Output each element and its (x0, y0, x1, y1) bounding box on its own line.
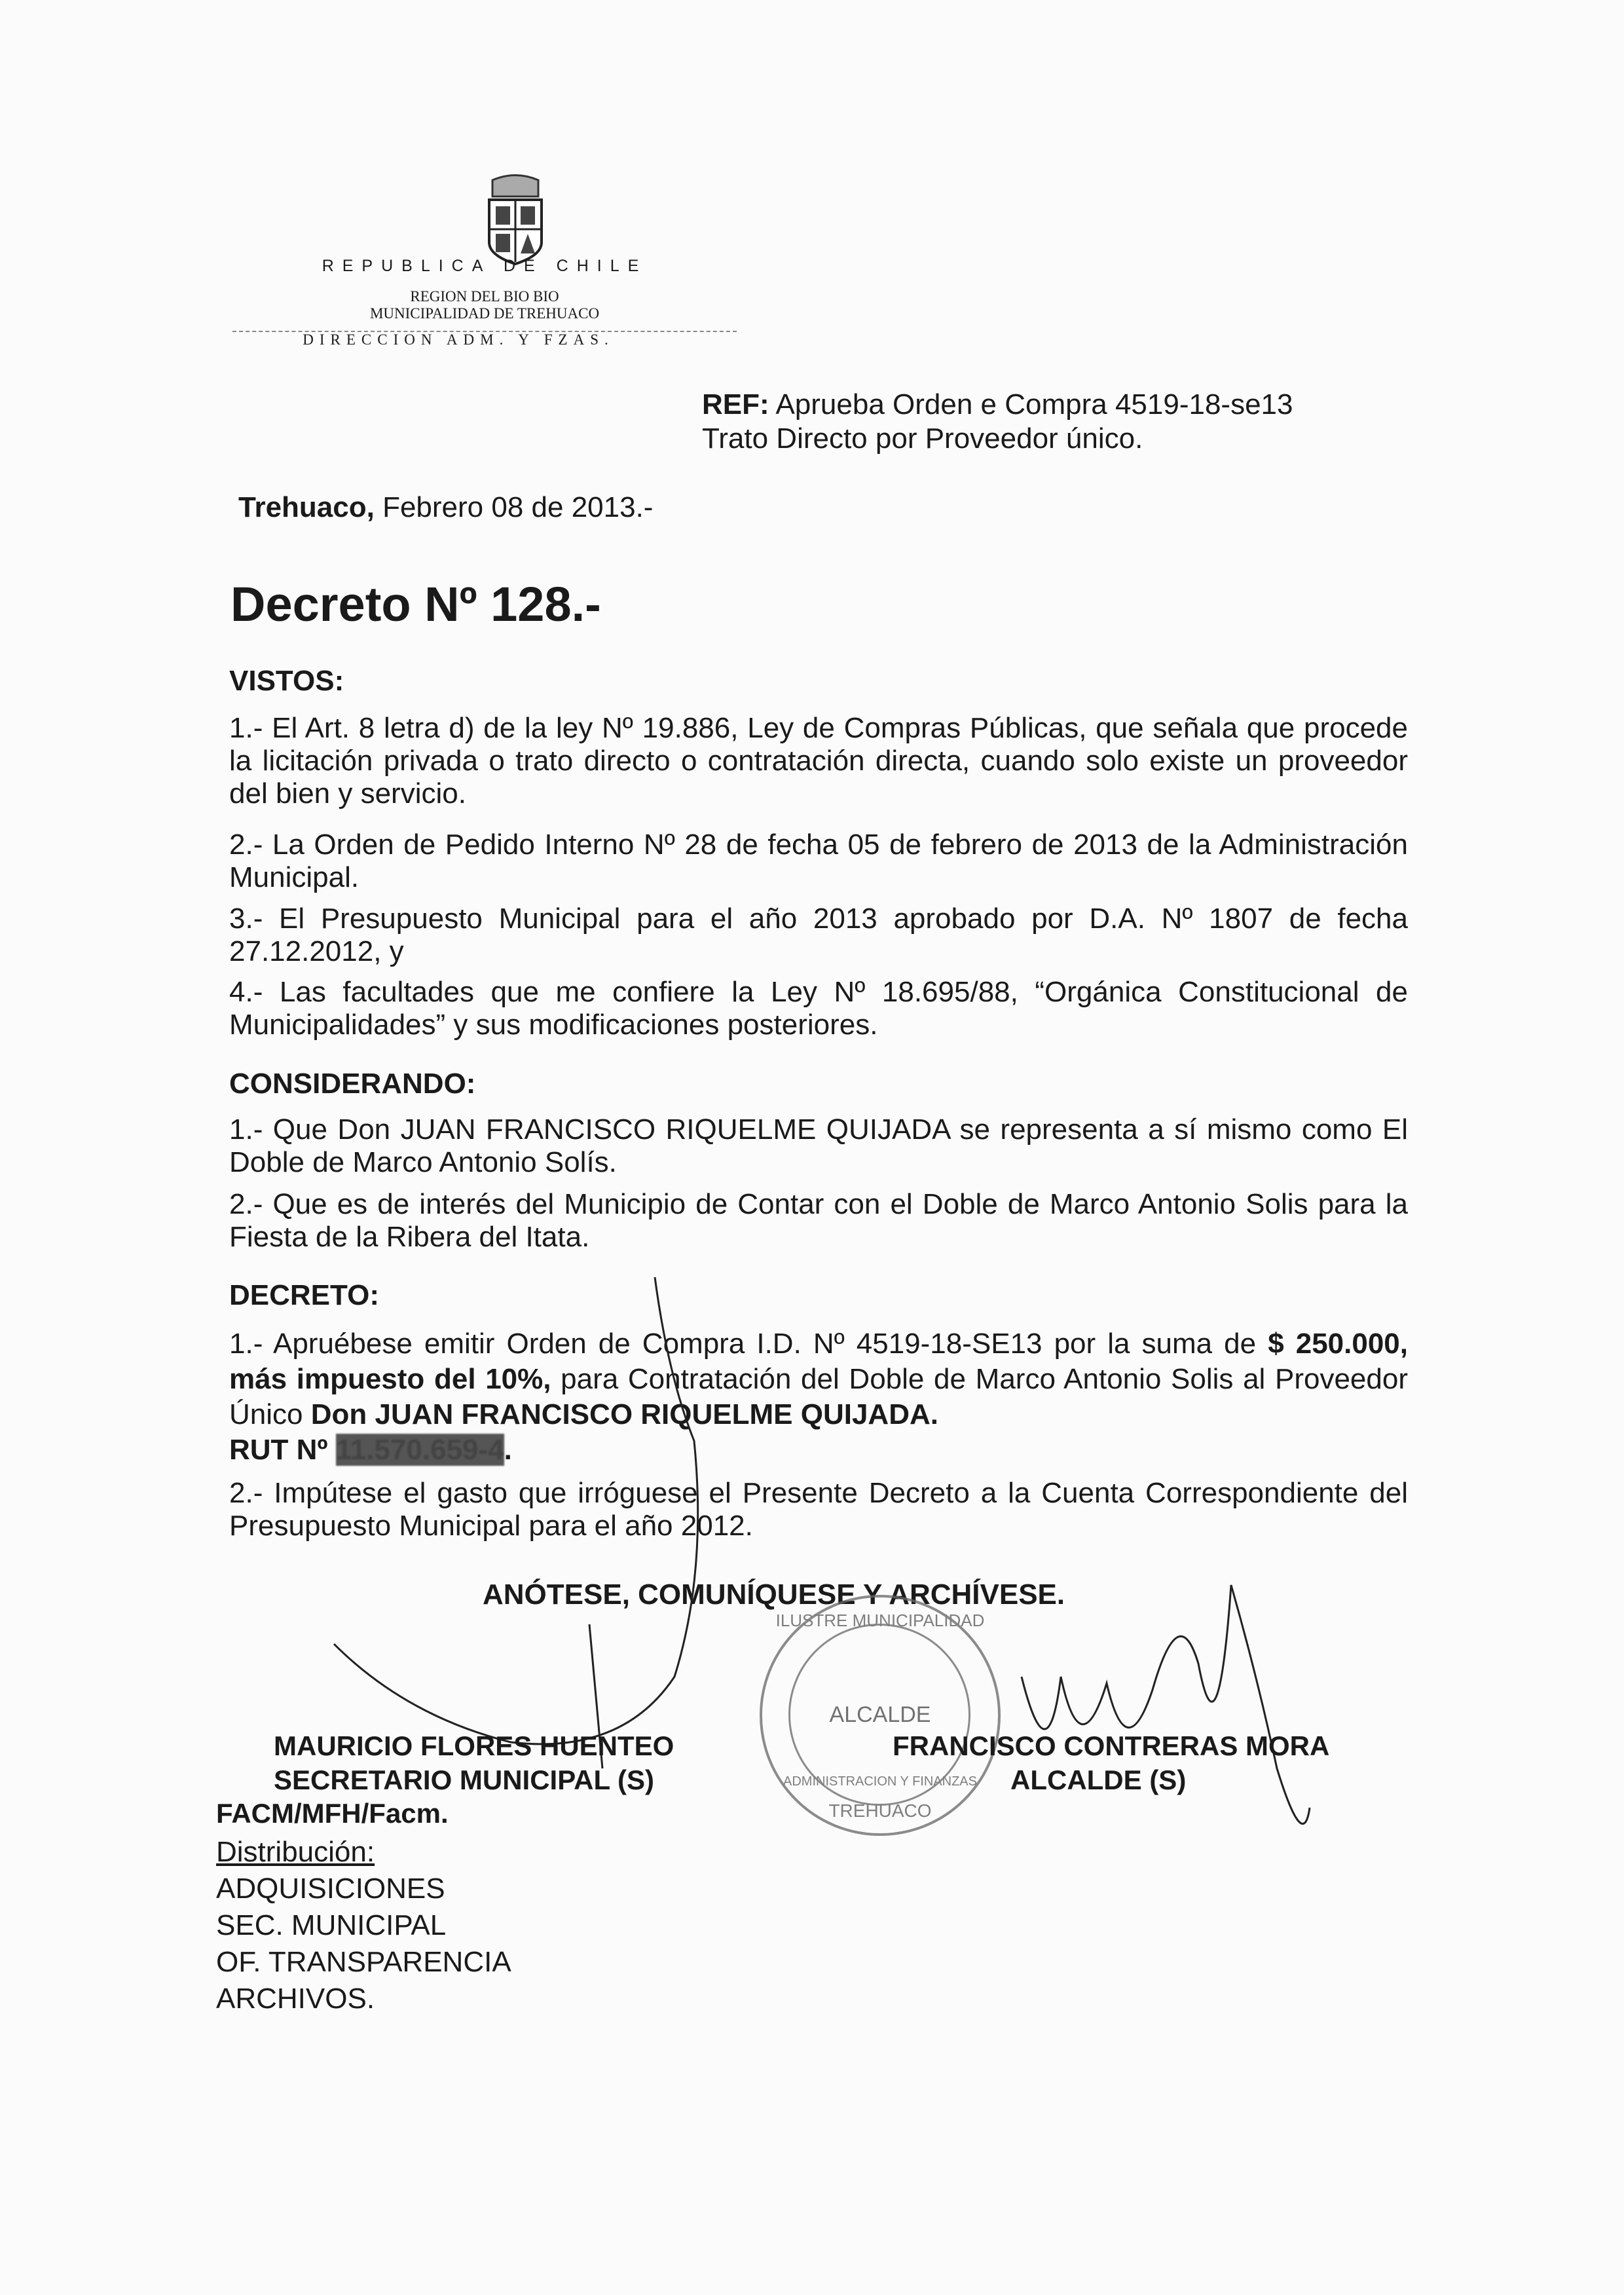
secretary-name: MAURICIO FLORES HUENTEO (274, 1730, 674, 1761)
closing-formula: ANÓTESE, COMUNÍQUESE Y ARCHÍVESE. (483, 1578, 1065, 1611)
item1-text-b: para Contratación del Doble de Marco Antonio Solis al Proveedor Único (229, 1363, 1408, 1430)
considerando-item-1: 1.- Que Don JUAN FRANCISCO RIQUELME QUIJADA se representa a sí mismo como El Doble de Marco Antonio Solís. (229, 1113, 1408, 1178)
item1-provider: Don JUAN FRANCISCO RIQUELME QUIJADA. (310, 1398, 938, 1430)
ref-line2: Trato Directo por Proveedor único. (702, 422, 1143, 455)
considerando-heading: CONSIDERANDO: (229, 1068, 476, 1100)
considerando-item-2: 2.- Que es de interés del Municipio de Contar con el Doble de Marco Antonio Solis para la Fiesta de la Ribera del Itata. (229, 1188, 1408, 1253)
vistos-item-1: 1.- El Art. 8 letra d) de la ley Nº 19.886, Ley de Compras Públicas, que señala que procede la licitación privada o trato directo o contratación directa, cuando solo existe un proveedor del bien y servicio. (229, 712, 1408, 810)
distribution-item: OF. TRANSPARENCIA (216, 1946, 511, 1978)
vistos-heading: VISTOS: (229, 665, 344, 697)
distribution-heading: Distribución: (216, 1836, 375, 1868)
item1-text: 1.- Apruébese emitir Orden de Compra I.D. Nº 4519-18-SE13 por la suma de (229, 1328, 1257, 1360)
stamp-center-text: ALCALDE (829, 1702, 931, 1727)
distribution-item: ADQUISICIONES (216, 1873, 445, 1905)
distribution-item: SEC. MUNICIPAL (216, 1909, 447, 1941)
stamp-outer-text: ILUSTRE MUNICIPALIDAD (775, 1611, 985, 1630)
decree-title: Decreto Nº 128.- (231, 577, 601, 631)
initials: FACM/MFH/Facm. (216, 1798, 449, 1829)
place: Trehuaco, (238, 491, 375, 523)
secretary-role: SECRETARIO MUNICIPAL (S) (274, 1764, 655, 1795)
vistos-item-2: 2.- La Orden de Pedido Interno Nº 28 de fecha 05 de febrero de 2013 de la Administración Municipal. (229, 829, 1408, 893)
header-region: REGION DEL BIO BIO (410, 288, 559, 305)
decreto-item-1: 1.- Apruébese emitir Orden de Compra I.D. Nº 4519-18-SE13 por la suma de $ 250.000, más impuesto del 10%, para Contratación del Doble de Marco Antonio Solis al Proveedor Único Don JUAN FRANCISCO RIQUELME QUIJADA. RUT Nº 11.570.659-4. (229, 1328, 1409, 1466)
signatory-secretary (274, 1729, 674, 1797)
mayor-name: FRANCISCO CONTRERAS MORA (893, 1730, 1330, 1761)
distribution-item: ARCHIVOS. (216, 1983, 375, 2015)
date: Febrero 08 de 2013.- (382, 491, 654, 523)
rut-redacted: 11.570.659-4 (335, 1434, 504, 1466)
ref-label: REF: (702, 388, 769, 420)
header-department: DIRECCION ADM. Y FZAS. (303, 331, 614, 348)
signatory-mayor (893, 1729, 1329, 1797)
rut-label: RUT Nº (229, 1434, 328, 1466)
header-country: REPUBLICA DE CHILE (322, 257, 648, 275)
item1-amount: $ 250.000, más impuesto del 10%, (229, 1328, 1409, 1395)
header-municipality: MUNICIPALIDAD DE TREHUACO (369, 305, 600, 322)
mayor-role: ALCALDE (S) (1010, 1764, 1187, 1795)
distribution-list (216, 1834, 511, 2017)
stamp-bottom-text: TREHUACO (828, 1801, 932, 1821)
vistos-item-4: 4.- Las facultades que me confiere la Ley Nº 18.695/88, “Orgánica Constitucional de Municipalidades” y sus modificaciones posteriores. (229, 976, 1408, 1041)
decreto-item-2: 2.- Impútese el gasto que irróguese el Presente Decreto a la Cuenta Correspondiente del Presupuesto Municipal para el año 2012. (229, 1477, 1408, 1542)
stamp-inner-text: ADMINISTRACION Y FINANZAS (783, 1774, 977, 1789)
vistos-item-3: 3.- El Presupuesto Municipal para el año 2013 aprobado por D.A. Nº 1807 de fecha 27.12.2012, y (229, 903, 1408, 967)
decreto-heading: DECRETO: (229, 1279, 379, 1311)
ref-line1: Aprueba Orden e Compra 4519-18-se13 (775, 388, 1293, 420)
